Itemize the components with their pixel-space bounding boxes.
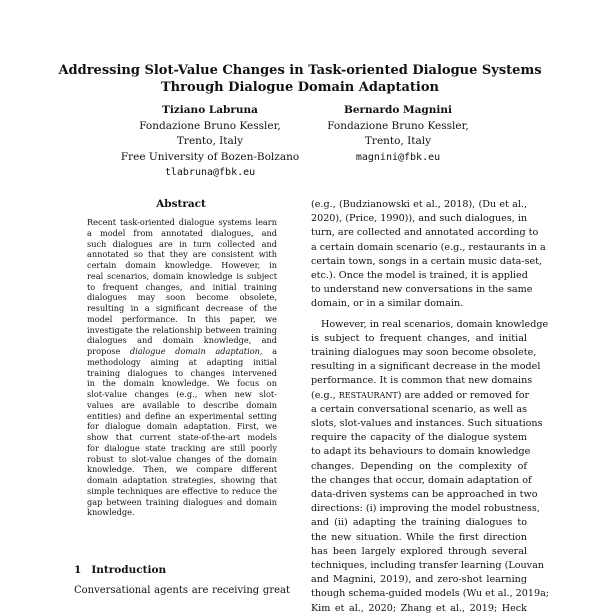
title-line: Through Dialogue Domain Adaptation	[161, 80, 439, 95]
abstract-line: entities) and define an experimental setting	[87, 410, 277, 421]
right-column	[311, 198, 550, 616]
domain-term: RESTAURANT	[338, 390, 398, 400]
body-line: a certain conversational scenario, as well as	[311, 403, 527, 415]
abstract-line: domain adaptation strategies, showing that	[87, 475, 277, 485]
abstract-line: gap between training dialogues and domain	[87, 496, 277, 507]
body-line: and Magnini, 2019), and zero-shot learning	[311, 574, 527, 586]
abstract-line: knowledge. Then, we compare different	[87, 464, 277, 475]
author-email[interactable]: magnini@fbk.eu	[355, 151, 441, 163]
body-line: though schema-guided models (Wu et al., 2019a;	[311, 588, 550, 600]
body-line: and (ii) adapting the training dialogues to	[311, 517, 527, 529]
section-number: 1	[74, 564, 82, 576]
author-name: Bernardo Magnini	[343, 104, 453, 116]
abstract-line: model performance. In this paper, we	[87, 313, 277, 324]
abstract-body	[87, 217, 277, 518]
body-line: to understand new conversations in the same	[311, 284, 533, 296]
abstract-line: methodology aiming at adapting initial	[87, 356, 277, 367]
section-title: Introduction	[91, 564, 167, 576]
abstract-line: annotated so that they are consistent with	[87, 249, 277, 260]
body-line: Kim et al., 2020; Zhang et al., 2019; Heck	[311, 602, 527, 614]
abstract-line: Recent task-oriented dialogue systems learn	[87, 217, 277, 227]
abstract-line: such dialogues are in turn collected and	[87, 238, 277, 249]
author-affiliation: Fondazione Bruno Kessler,	[139, 119, 281, 132]
body-line: to adapt its behaviours to domain knowledge	[311, 446, 531, 458]
abstract-line: dialogues and domain knowledge, and	[87, 335, 277, 346]
author-affiliation: Trento, Italy	[364, 135, 432, 147]
body-line: resulting in a significant decrease in the model	[311, 361, 541, 373]
abstract-line: robust to slot-value changes of the domain	[87, 453, 277, 464]
author-email[interactable]: tlabruna@fbk.eu	[164, 167, 256, 178]
body-line: However, in real scenarios, domain knowledge	[321, 318, 549, 330]
body-line: data-driven systems can be approached in two	[311, 489, 538, 501]
author-affiliation: Fondazione Bruno Kessler,	[327, 119, 469, 132]
body-line: the new situation. While the first direction	[311, 531, 527, 543]
body-line: performance. It is common that new domains	[311, 375, 533, 387]
author-block	[110, 103, 310, 181]
abstract-line: show that current state-of-the-art models	[87, 432, 277, 442]
intro-line: Conversational agents are receiving great	[74, 585, 290, 596]
abstract-text: propose	[87, 346, 121, 356]
author-affiliation: Trento, Italy	[176, 135, 244, 147]
abstract-line: for dialogue domain adaptation. First, we	[87, 421, 277, 432]
abstract-line: in the domain knowledge. We focus on	[87, 378, 277, 389]
body-line: the changes that occur, domain adaptation of	[311, 474, 532, 486]
body-line: domain, or in a similar domain.	[311, 298, 464, 310]
body-line: directions: (i) improving the model robustness,	[311, 503, 540, 515]
abstract-line: resulting in a significant decrease of the	[87, 303, 277, 313]
abstract-line: for dialogue state tracking are still poorly	[87, 442, 277, 453]
body-line: has been largely explored through several	[311, 545, 527, 557]
body-line-mixed	[311, 389, 530, 403]
abstract-line: a model from annotated dialogues, and	[87, 227, 277, 238]
abstract-line: certain domain knowledge. However, in	[87, 260, 277, 270]
author-affiliation: Free University of Bozen-Bolzano	[120, 150, 300, 163]
body-line: training dialogues may soon become obsolete,	[311, 347, 537, 359]
abstract-line: values are available to describe domain	[87, 399, 277, 410]
title-line: Addressing Slot-Value Changes in Task-oriented Dialogue Systems	[58, 63, 542, 78]
body-line: etc.). Once the model is trained, it is applied	[311, 270, 528, 282]
abstract-line: slot-value changes (e.g., when new slot-	[87, 389, 277, 399]
body-line: 2020), (Price, 1990)), and such dialogues, in	[311, 213, 528, 225]
abstract-heading: Abstract	[156, 198, 206, 210]
body-line: slots, slot-values and instances. Such situations	[311, 418, 543, 430]
abstract-line: simple techniques are effective to reduce the	[87, 485, 277, 496]
body-line: is subject to frequent changes, and initial	[311, 332, 527, 344]
abstract-line: dialogues may soon become obsolete,	[87, 292, 277, 303]
body-line: changes. Depending on the complexity of	[311, 460, 527, 472]
body-line: require the capacity of the dialogue system	[311, 432, 527, 444]
abstract-line: training dialogues to changes intervened	[87, 367, 277, 378]
section-heading	[74, 564, 176, 576]
abstract-line-mixed	[87, 346, 277, 357]
body-text: (e.g.,	[311, 389, 336, 401]
body-line: (e.g., (Budzianowski et al., 2018), (Du et al.,	[311, 199, 527, 210]
body-line: certain town, songs in a certain music data-set,	[311, 255, 543, 267]
abstract-line: to frequent changes, and initial training	[87, 281, 277, 292]
author-name: Tiziano Labruna	[162, 104, 258, 116]
body-text: ) are added or removed for	[397, 389, 530, 401]
body-line: a certain domain scenario (e.g., restaurants in a	[311, 241, 546, 253]
body-line: techniques, including transfer learning (Louvan	[311, 560, 544, 572]
paper-title	[0, 62, 600, 96]
abstract-emphasis: dialogue domain adaptation,	[129, 346, 263, 356]
abstract-line: real scenarios, domain knowledge is subject	[87, 270, 277, 281]
abstract-text: a	[272, 346, 277, 356]
body-line: turn, are collected and annotated according to	[311, 227, 539, 239]
paragraph	[311, 318, 550, 616]
abstract-line: knowledge.	[87, 507, 135, 518]
author-block	[298, 103, 498, 165]
abstract-line: investigate the relationship between training	[87, 324, 277, 335]
